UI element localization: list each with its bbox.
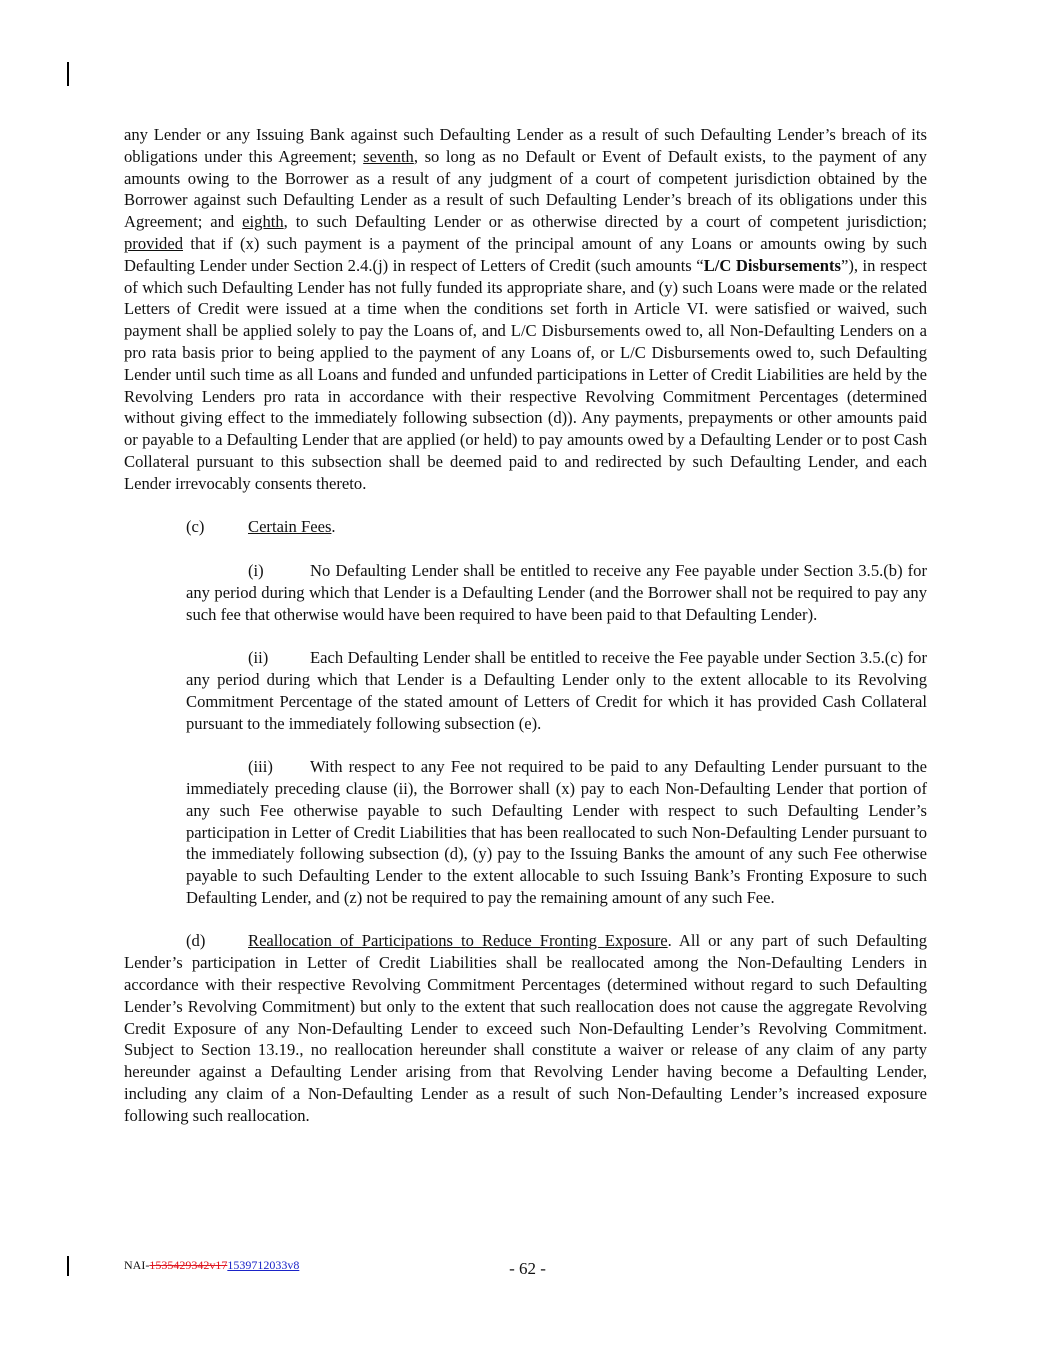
item-i-label: (i): [248, 560, 264, 580]
document-page: [124, 124, 927, 1148]
section-c-item-ii: (ii) Each Defaulting Lender shall be entitled to receive the Fee payable under Section 3.5.(c) for any period during which that Lender is a Defaulting Lender only to the extent allocable to its Revolving Commitment Percentage of the stated amount of Letters of Credit for which it has provided Cash Collateral pursuant to the immediately following subsection (e).: [186, 648, 927, 733]
item-iii-label: (iii): [248, 757, 273, 777]
term-provided: provided: [124, 233, 183, 253]
section-d: (d) Reallocation of Participations to Reduce Fronting Exposure. All or any part of such Defaulting Lender’s participation in Letter of Credit Liabilities shall be reallocated among the Non-Defaulting Lenders in accordance with their respective Revolving Commitment Percentages (determined without regard to such Defaulting Lender’s Revolving Commitment) but only to the extent that such reallocation does not cause the aggregate Revolving Credit Exposure of any Non-Defaulting Lender to exceed such Non-Defaulting Lender’s Revolving Commitment. Subject to Section 13.19., no reallocation hereunder shall constitute a waiver or release of any claim of any party hereunder against a Defaulting Lender arising from that Revolving Lender having become a Defaulting Lender, including any claim of a Non-Defaulting Lender as a result of such Non-Defaulting Lender’s increased exposure following such reallocation.: [124, 931, 927, 1125]
section-c-heading: (c) Certain Fees.: [186, 517, 336, 537]
paragraph-b-continuation: any Lender or any Issuing Bank against such Defaulting Lender as a result of such Defaulting Lender’s breach of its obligations under this Agreement; seventh, so long as no Default or Event of Default exists, to the payment of any amounts owing to the Borrower as a result of any judgment of a court of competent jurisdiction obtained by the Borrower against such Defaulting Lender as a result of such Defaulting Lender’s breach of its obligations under this Agreement; and eighth, to such Defaulting Lender or as otherwise directed by a court of competent jurisdiction; provided that if (x) such payment is a payment of the principal amount of any Loans or amounts owing by such Defaulting Lender under Section 2.4.(j) in respect of Letters of Credit (such amounts “L/C Disbursements”), in respect of which such Defaulting Lender has not fully funded its appropriate share, and (y) such Loans were made or the related Letters of Credit were issued at a time when the conditions set forth in Article VI. were satisfied or waived, such payment shall be applied solely to pay the Loans of, and L/C Disbursements owed to, all Non-Defaulting Lenders on a pro rata basis prior to being applied to the payment of any Loans of, or L/C Disbursements owed to, such Defaulting Lender until such time as all Loans and funded and unfunded participations in Letter of Credit Liabilities are held by the Revolving Lenders pro rata in accordance with their respective Revolving Commitment Percentages (determined without giving effect to the immediately following subsection (d)). Any payments, prepayments or other amounts paid or payable to a Defaulting Lender that are applied (or held) to pay amounts owed by a Defaulting Lender or to post Cash Collateral pursuant to this subsection shall be deemed paid to and redirected by such Defaulting Lender, and each Lender irrevocably consents thereto.: [124, 125, 927, 493]
section-c-label: (c): [186, 517, 205, 537]
doc-id-inserted: 1539712033v8: [227, 1258, 300, 1272]
item-ii-label: (ii): [248, 648, 269, 668]
section-c-item-iii: (iii) With respect to any Fee not required to be paid to any Defaulting Lender pursuant to the immediately preceding clause (ii), the Borrower shall (x) pay to each Non-Defaulting Lender that portion of any such Fee otherwise payable to such Defaulting Lender with respect to such Defaulting Lender’s participation in Letter of Credit Liabilities that has been reallocated to such Non-Defaulting Lender pursuant to the immediately following subsection (d), (y) pay to the Issuing Banks the amount of any such Fee otherwise payable to such Defaulting Lender to the extent allocable to such Issuing Bank’s Fronting Exposure to such Defaulting Lender, and (z) not be required to pay the remaining amount of any such Fee.: [186, 757, 927, 907]
term-seventh: seventh: [363, 146, 414, 166]
document-id: NAI-1535429342v171539712033v8: [124, 1258, 300, 1272]
term-eighth: eighth: [242, 212, 284, 232]
section-c-item-i: (i) No Defaulting Lender shall be entitled to receive any Fee payable under Section 3.5.(b) for any period during which that Lender is a Defaulting Lender (and the Borrower shall not be required to pay any such fee that otherwise would have been required to have been paid to that Defaulting Lender).: [186, 560, 927, 624]
defined-term-lc-disbursements: L/C Disbursements: [703, 255, 841, 275]
section-d-title: Reallocation of Participations to Reduce Fronting Exposure: [248, 931, 668, 951]
doc-id-deleted: 1535429342v17: [149, 1258, 228, 1272]
section-d-label: (d): [186, 931, 206, 951]
change-bar-top: [67, 62, 69, 86]
page-number: - 62 -: [509, 1259, 546, 1278]
section-c-title: Certain Fees: [248, 517, 332, 537]
